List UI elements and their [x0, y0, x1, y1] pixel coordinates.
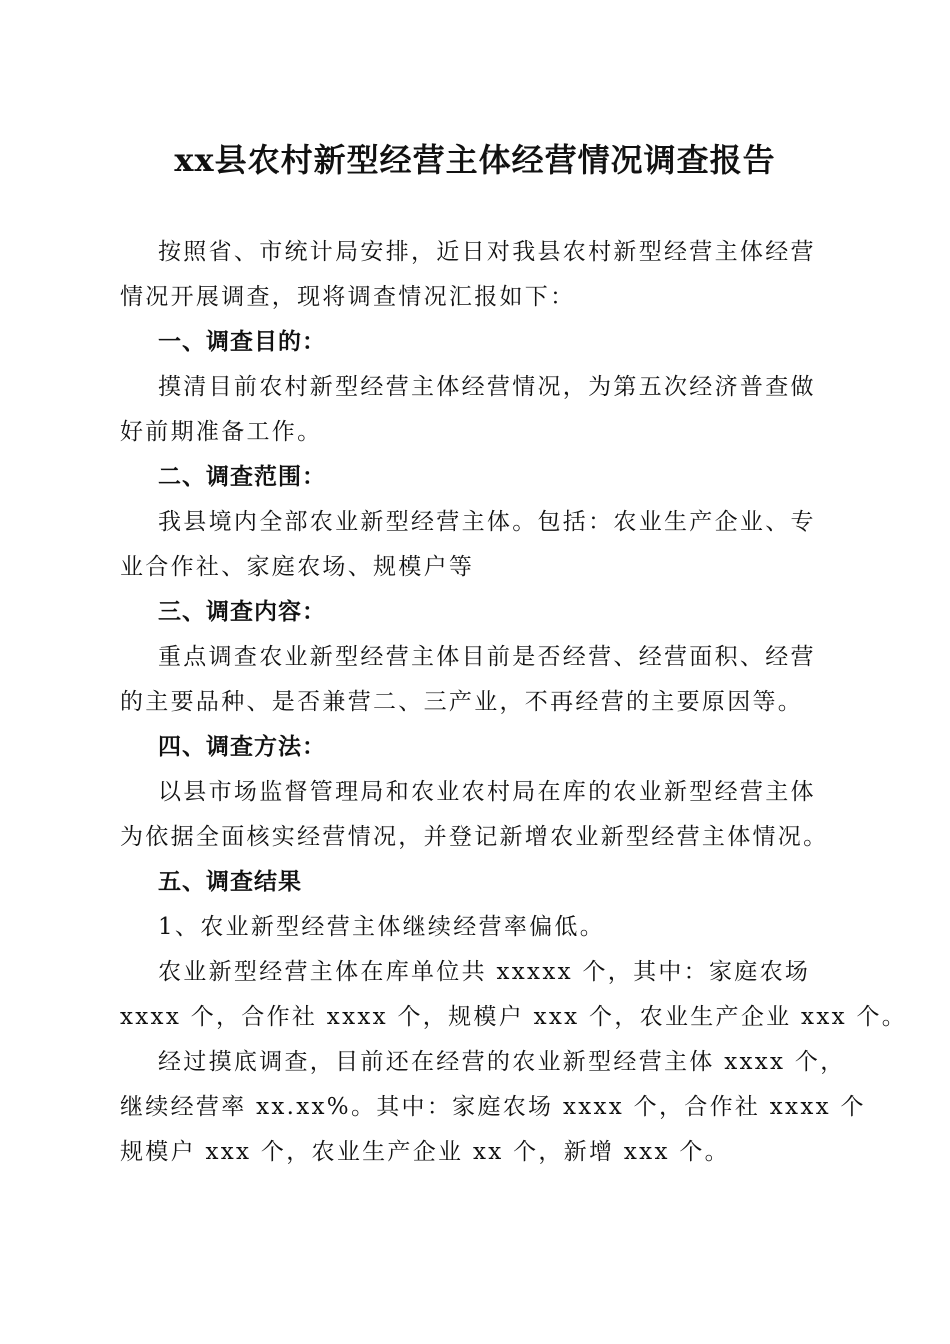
method-line-1: 以县市场监督管理局和农业农村局在库的农业新型经营主体	[158, 779, 816, 805]
results-p2-line-1: 经过摸底调查，目前还在经营的农业新型经营主体 xxxx 个，	[158, 1049, 846, 1075]
section-heading-content: 三、调查内容：	[158, 599, 326, 625]
scope-line-1: 我县境内全部农业新型经营主体。包括：农业生产企业、专	[158, 509, 816, 535]
results-p2-line-2: 继续经营率 xx.xx%。其中：家庭农场 xxxx 个，合作社 xxxx 个	[120, 1094, 866, 1120]
content-line-2: 的主要品种、是否兼营二、三产业，不再经营的主要原因等。	[120, 689, 804, 715]
intro-line-1: 按照省、市统计局安排，近日对我县农村新型经营主体经营	[158, 239, 816, 265]
section-heading-purpose: 一、调查目的：	[158, 329, 326, 355]
section-heading-results: 五、调查结果	[158, 869, 302, 895]
results-paragraph-2	[120, 1040, 866, 1175]
results-p2-line-3: 规模户 xxx 个，农业生产企业 xx 个，新增 xxx 个。	[120, 1139, 730, 1165]
section-heading-scope: 二、调查范围：	[158, 464, 326, 490]
section-method-paragraph	[120, 770, 832, 860]
results-p1-line-1: 农业新型经营主体在库单位共 xxxxx 个，其中：家庭农场	[158, 959, 811, 985]
content-line-1: 重点调查农业新型经营主体目前是否经营、经营面积、经营	[158, 644, 816, 670]
section-heading-method: 四、调查方法：	[158, 734, 326, 760]
section-purpose-paragraph	[120, 365, 832, 455]
intro-line-2: 情况开展调查，现将调查情况汇报如下：	[120, 284, 576, 310]
page-title: xx县农村新型经营主体经营情况调查报告	[174, 141, 776, 179]
section-content-paragraph	[120, 635, 832, 725]
scope-line-2: 业合作社、家庭农场、规模户等	[120, 554, 475, 580]
intro-paragraph	[120, 230, 832, 320]
results-subheading-1: 1、农业新型经营主体继续经营率偏低。	[158, 914, 606, 940]
purpose-line-1: 摸清目前农村新型经营主体经营情况，为第五次经济普查做	[158, 374, 816, 400]
section-scope-paragraph	[120, 500, 832, 590]
results-p1-line-2: xxxx 个，合作社 xxxx 个，规模户 xxx 个，农业生产企业 xxx 个。	[120, 1004, 908, 1030]
results-paragraph-1	[120, 950, 908, 1040]
method-line-2: 为依据全面核实经营情况，并登记新增农业新型经营主体情况。	[120, 824, 829, 850]
purpose-line-2: 好前期准备工作。	[120, 419, 323, 445]
document-body	[120, 230, 908, 1175]
